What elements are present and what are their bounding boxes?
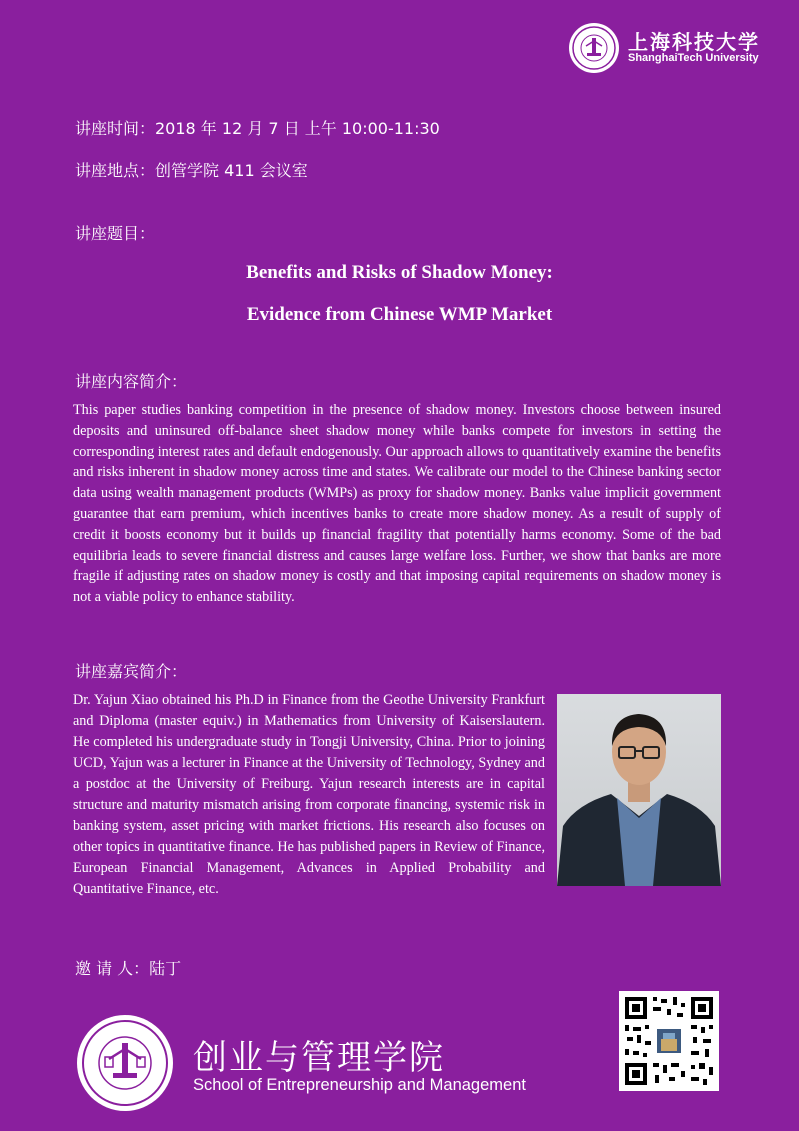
speaker-photo — [557, 694, 721, 886]
school-name-cn: 创业与管理学院 — [193, 1038, 445, 1078]
lecture-title-line1: Benefits and Risks of Shadow Money: — [246, 262, 553, 283]
qr-code-icon — [619, 991, 719, 1091]
school-name-en: School of Entrepreneurship and Management — [193, 1076, 526, 1094]
lecture-title-line2: Evidence from Chinese WMP Market — [246, 304, 553, 325]
shanghaitech-seal-icon — [75, 1013, 175, 1113]
speaker-label: 讲座嘉宾简介： — [75, 662, 188, 681]
inviter: 邀 请 人：陆丁 — [75, 959, 182, 978]
abstract-text: This paper studies banking competition in the presence of shadow money. Investors choose between insured deposits and uninsured off-balance sheet shadow money while banks compete for investors in setting the corresponding interest rates and default endogenously. Our approach allows to quantitatively examine the benefits and risks inherent in shadow money across time and states. We calibrate our model to the Chinese banking sector data using wealth management products (WMPs) as proxy for shadow money. Banks value implicit government guarantee that earn premium, which incentives banks to create more shadow money. As a result of supply of credit it boosts economy but it builds up financial fragility that potentially harms economy. Some of the bad equilibria leads to severe financial distress and causes large welfare loss. Further, we show that banks are more fragile if adjusting rates on shadow money is costly and that imposing capital requirements on shadow money is not a viable policy to enhance stability. — [73, 402, 721, 606]
lecture-topic-label: 讲座题目： — [75, 224, 156, 243]
lecture-place: 讲座地点：创管学院 411 会议室 — [75, 161, 308, 180]
abstract-label: 讲座内容简介： — [75, 372, 188, 391]
shanghaitech-seal-icon — [568, 22, 620, 74]
university-name-cn: 上海科技大学 — [628, 30, 760, 54]
lecture-time: 讲座时间：2018 年 12 月 7 日 上午 10:00-11:30 — [75, 119, 440, 138]
speaker-bio-text: Dr. Yajun Xiao obtained his Ph.D in Finance from the Geothe University Frankfurt and Diploma (master equiv.) in Mathematics from University of Kaiserslautern. He completed his undergraduate study in Tongji University, China. Prior to joining UCD, Yajun was a lecturer in Finance at the University of Technology, Sydney and a postdoc at the University of Freiburg. Yajun research interests are in capital structure and maturity mismatch arising from corporate financing, systemic risk in banking system, asset pricing with market frictions. His research also focuses on other topics in quantitative finance. He has published papers in Review of Finance, European Financial Management, Advances in Applied Probability and Quantitative Finance, etc. — [73, 692, 545, 897]
university-name-en: ShanghaiTech University — [628, 52, 759, 64]
speaker-bio-block — [73, 690, 721, 900]
